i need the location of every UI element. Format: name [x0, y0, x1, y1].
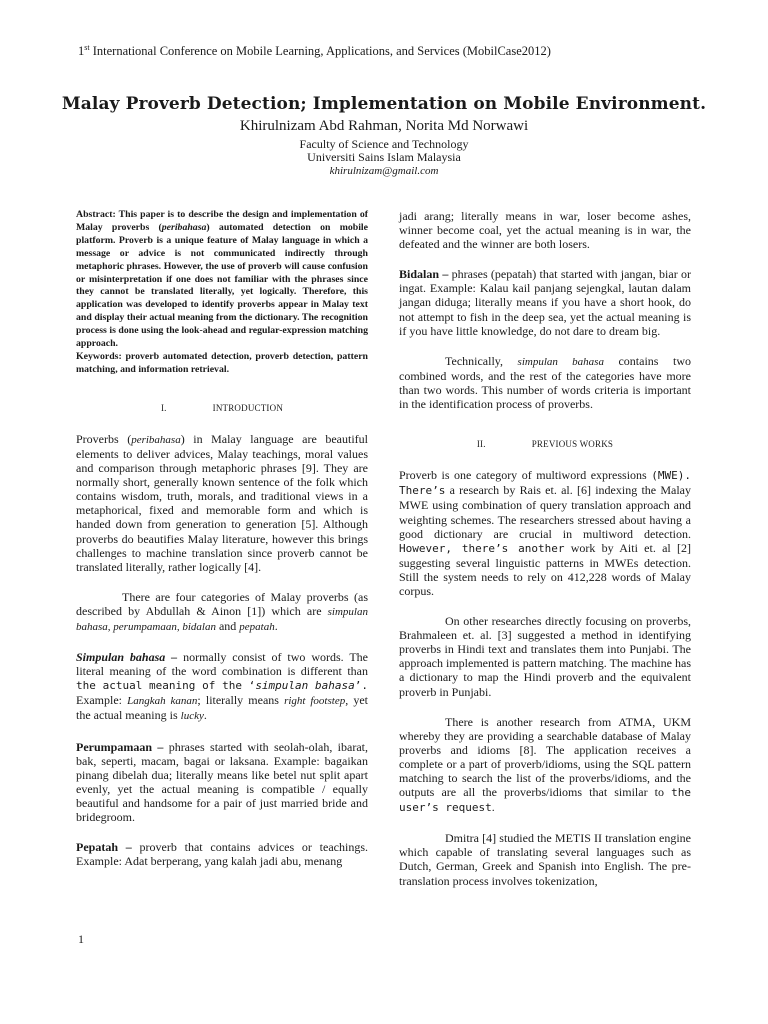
- intro-paragraph-2: There are four categories of Malay proverbs (as described by Abdullah & Ainon [1]) which are simpulan bahasa, perumpamaan, bidalan and pepatah.: [76, 589, 368, 633]
- previous-works-paragraph-1: Proverb is one category of multiword expressions (MWE). There’s a research by Rais et. al. [6] indexing the Malay MWE using combination of query translation approach and weighting schemes. The researchers stressed about having a good dictionary are crucial in multiword detection. However, there’s another work by Aiti et. al [2] suggesting several linguistic patterns in MWEs detection. Still the system needs to rely on 412,228 words of Malay corpus.: [399, 468, 691, 598]
- section-heading-previous-works: II. PREVIOUS WORKS: [476, 439, 614, 450]
- previous-works-paragraph-4: Dmitra [4] studied the METIS II translation engine which capable of translating several languages such as Dutch, German, Greek and Spanish into English. The pre-translation process involves tokenization,: [399, 831, 691, 888]
- author-email[interactable]: khirulnizam@gmail.com: [329, 165, 439, 177]
- pepatah-definition: Pepatah – proverb that contains advices or teachings. Example: Adat berperang, yang kalah jadi abu, menang: [76, 840, 368, 869]
- paper-title: Malay Proverb Detection; Implementation on Mobile Environment.: [61, 94, 707, 114]
- section-heading-introduction: I. INTRODUCTION: [160, 402, 284, 413]
- intro-paragraph-1: Proverbs (peribahasa) in Malay language are beautiful elements to deliver advices, Malay teachings, moral values and comparison through metaphoric phrases [9]. They are normally short, generally known sentence of the folk which contains wisdom, truth, morals, and traditional views in a metaphorical, fixed and memorable form and which is handed down from generation to generation [5]. Although proverbs do beautifies Malay literature, however this brings challenges to machine translation since proverb cannot be translated literally, rather logically [4].: [76, 431, 368, 574]
- faculty: Faculty of Science and Technology: [299, 137, 469, 151]
- pepatah-continued: jadi arang; literally means in war, loser become ashes, winner become coal, yet the actual meaning is in war, the defeated and the winner are both losers.: [399, 209, 691, 252]
- university: Universiti Sains Islam Malaysia: [307, 150, 461, 164]
- keywords: Keywords: proverb automated detection, proverb detection, pattern matching, and information retrieval.: [76, 350, 368, 375]
- abstract: Abstract: This paper is to describe the design and implementation of Malay proverbs (peribahasa) automated detection on mobile platform. Proverb is a unique feature of Malay language in which a message or advice is not communicated indirectly through metaphoric phrases. However, the use of proverb will cause confusion or misinterpretation if one does not familiar with the phrases since they cannot be translated literally, yet logically. Therefore, this application was developed to identify proverbs appear in Malay text and display their actual meaning from the dictionary. The recognition process is done using the look-ahead and regular-expression matching approach.: [76, 209, 368, 350]
- previous-works-paragraph-2: On other researches directly focusing on proverbs, Brahmaleen et. al. [3] suggested a method in identifying proverbs in Hindi text and translates them into Punjabi. The approach implemented is pattern matching. The machine has a dictionary to map the Hindi proverb and the equivalent proverb in Punjabi.: [399, 614, 691, 699]
- bidalan-definition: Bidalan – phrases (pepatah) that started with jangan, biar or ingat. Example: Kalau kail panjang sejengkal, lautan dalam jangan diduga; literally means if you have a short hook, do not attempt to fish in the deep sea, yet the actual meaning is if you have little knowledge, do not dare to dream big.: [399, 267, 691, 338]
- conference-header: 1st International Conference on Mobile Learning, Applications, and Services (MobilCase2012): [78, 43, 551, 59]
- perumpamaan-definition: Perumpamaan – phrases started with seolah-olah, ibarat, bak, seperti, macam, bagai or laksana. Example: bagaikan pinang dibelah dua; literally means like betel nut split apart evenly, yet the actual meaning is compatible / equally beautiful and handsome for a pair of just married bride and bridegroom.: [76, 739, 368, 825]
- previous-works-paragraph-3: There is another research from ATMA, UKM whereby they are providing a searchable database of Malay proverbs and idioms [8]. The application receives a complete or a part of proverb/idioms, using the SQL pattern matching to search the list of the proverbs/idioms, and the outputs are all the proverbs/idioms that similar to the user’s request.: [399, 714, 691, 815]
- simpulan-bahasa-definition: Simpulan bahasa – normally consist of two words. The literal meaning of the word combination is different than the actual meaning of the ‘simpulan bahasa’. Example: Langkah kanan; literally means right footstep, yet the actual meaning is lucky.: [76, 650, 368, 723]
- right-column: [399, 209, 691, 904]
- authors: Khirulnizam Abd Rahman, Norita Md Norwawi: [239, 118, 529, 134]
- page-number: 1: [78, 932, 84, 946]
- technical-note: Technically, simpulan bahasa contains two combined words, and the rest of the categories have more than two words. This number of words criteria is important in the identification process of proverbs.: [399, 353, 691, 412]
- left-column: [76, 209, 368, 884]
